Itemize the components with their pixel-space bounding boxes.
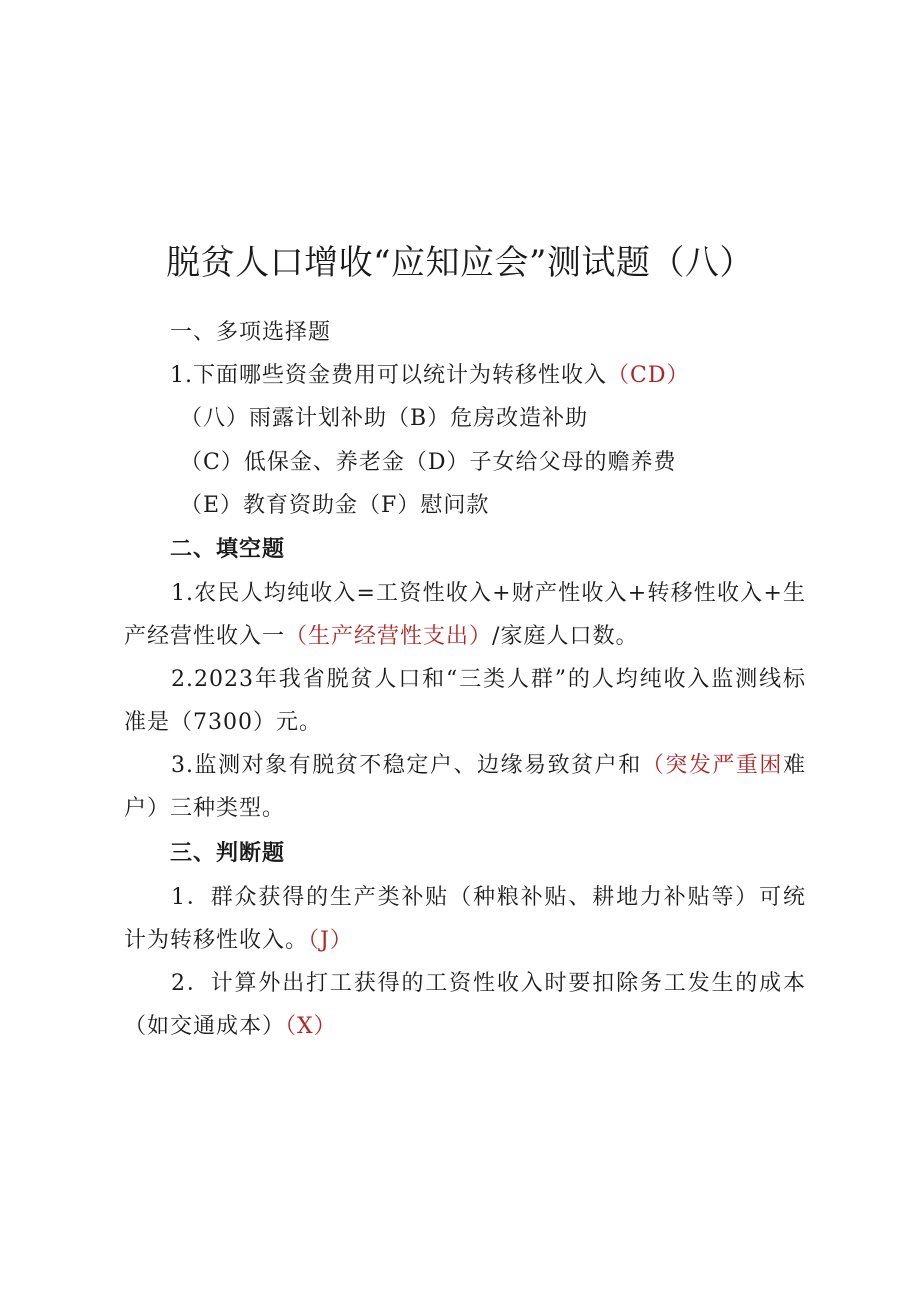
question-text: 1．群众获得的生产类补贴（种粮补贴、耕地力补贴等）可统计为转移性收入。 bbox=[124, 885, 806, 953]
answer-text: （生产经营性支出） bbox=[285, 624, 493, 649]
section-heading-true-false: 三、判断题 bbox=[170, 840, 286, 866]
question-text-end: /家庭人口数。 bbox=[492, 624, 639, 649]
question-stem: 1.下面哪些资金费用可以统计为转移性收入 bbox=[170, 363, 607, 388]
question-3-fill bbox=[124, 744, 806, 830]
section-heading-multiple-choice: 一、多项选择题 bbox=[170, 320, 332, 345]
question-1-tf bbox=[124, 876, 806, 962]
question-text: 3.监测对象有脱贫不稳定户、边缘易致贫户和 bbox=[171, 753, 642, 778]
answer-text: （突发严重困 bbox=[641, 753, 783, 778]
option-line-3: （E）教育资助金（F）慰问款 bbox=[180, 493, 490, 518]
question-1-mc bbox=[170, 361, 689, 391]
answer-text: （X） bbox=[285, 1014, 337, 1039]
question-1-fill bbox=[124, 572, 806, 658]
answer-text: （J） bbox=[308, 928, 353, 953]
question-2-fill: 2.2023年我省脱贫人口和“三类人群”的人均纯收入监测线标准是（7300）元。 bbox=[124, 667, 806, 735]
section-heading-fill-blank: 二、填空题 bbox=[170, 536, 286, 562]
option-line-1: （八）雨露计划补助（B）危房改造补助 bbox=[180, 406, 589, 431]
question-text: 1.农民人均纯收入=工资性收入+财产性收入+转移性收入+生产经营性收入一 bbox=[124, 581, 806, 649]
answer-text: （CD） bbox=[607, 363, 690, 388]
question-2-tf bbox=[124, 962, 806, 1048]
option-line-2: （C）低保金、养老金（D）子女给父母的赡养费 bbox=[180, 450, 677, 475]
question-text-end: 难户）三种类型。 bbox=[124, 753, 806, 821]
page-title: 脱贫人口增收“应知应会”测试题（八） bbox=[166, 243, 754, 283]
question-text: 2．计算外出打工获得的工资性收入时要扣除务工发生的成本（如交通成本） bbox=[124, 971, 806, 1039]
